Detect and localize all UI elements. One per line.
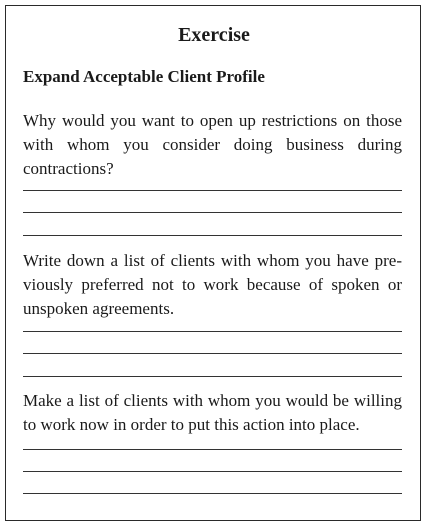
question-3-text: Make a list of clients with whom you would be willing to work now in order to put this action into place. — [23, 391, 402, 434]
answer-line — [23, 376, 402, 377]
answer-line — [23, 212, 402, 213]
exercise-subheading: Expand Acceptable Client Profile — [23, 67, 265, 86]
question-2-text: Write down a list of clients with whom you have previously preferred not to work because of spoken or unspoken agreements. — [23, 251, 402, 318]
answer-line — [23, 235, 402, 236]
answer-line — [23, 331, 402, 332]
exercise-heading: Exercise — [178, 24, 250, 46]
answer-line — [23, 493, 402, 494]
question-1-text: Why would you want to open up restrictions on those with whom you consider doing business during contractions? — [23, 111, 402, 178]
answer-line — [23, 471, 402, 472]
answer-line — [23, 353, 402, 354]
answer-line — [23, 190, 402, 191]
answer-line — [23, 449, 402, 450]
